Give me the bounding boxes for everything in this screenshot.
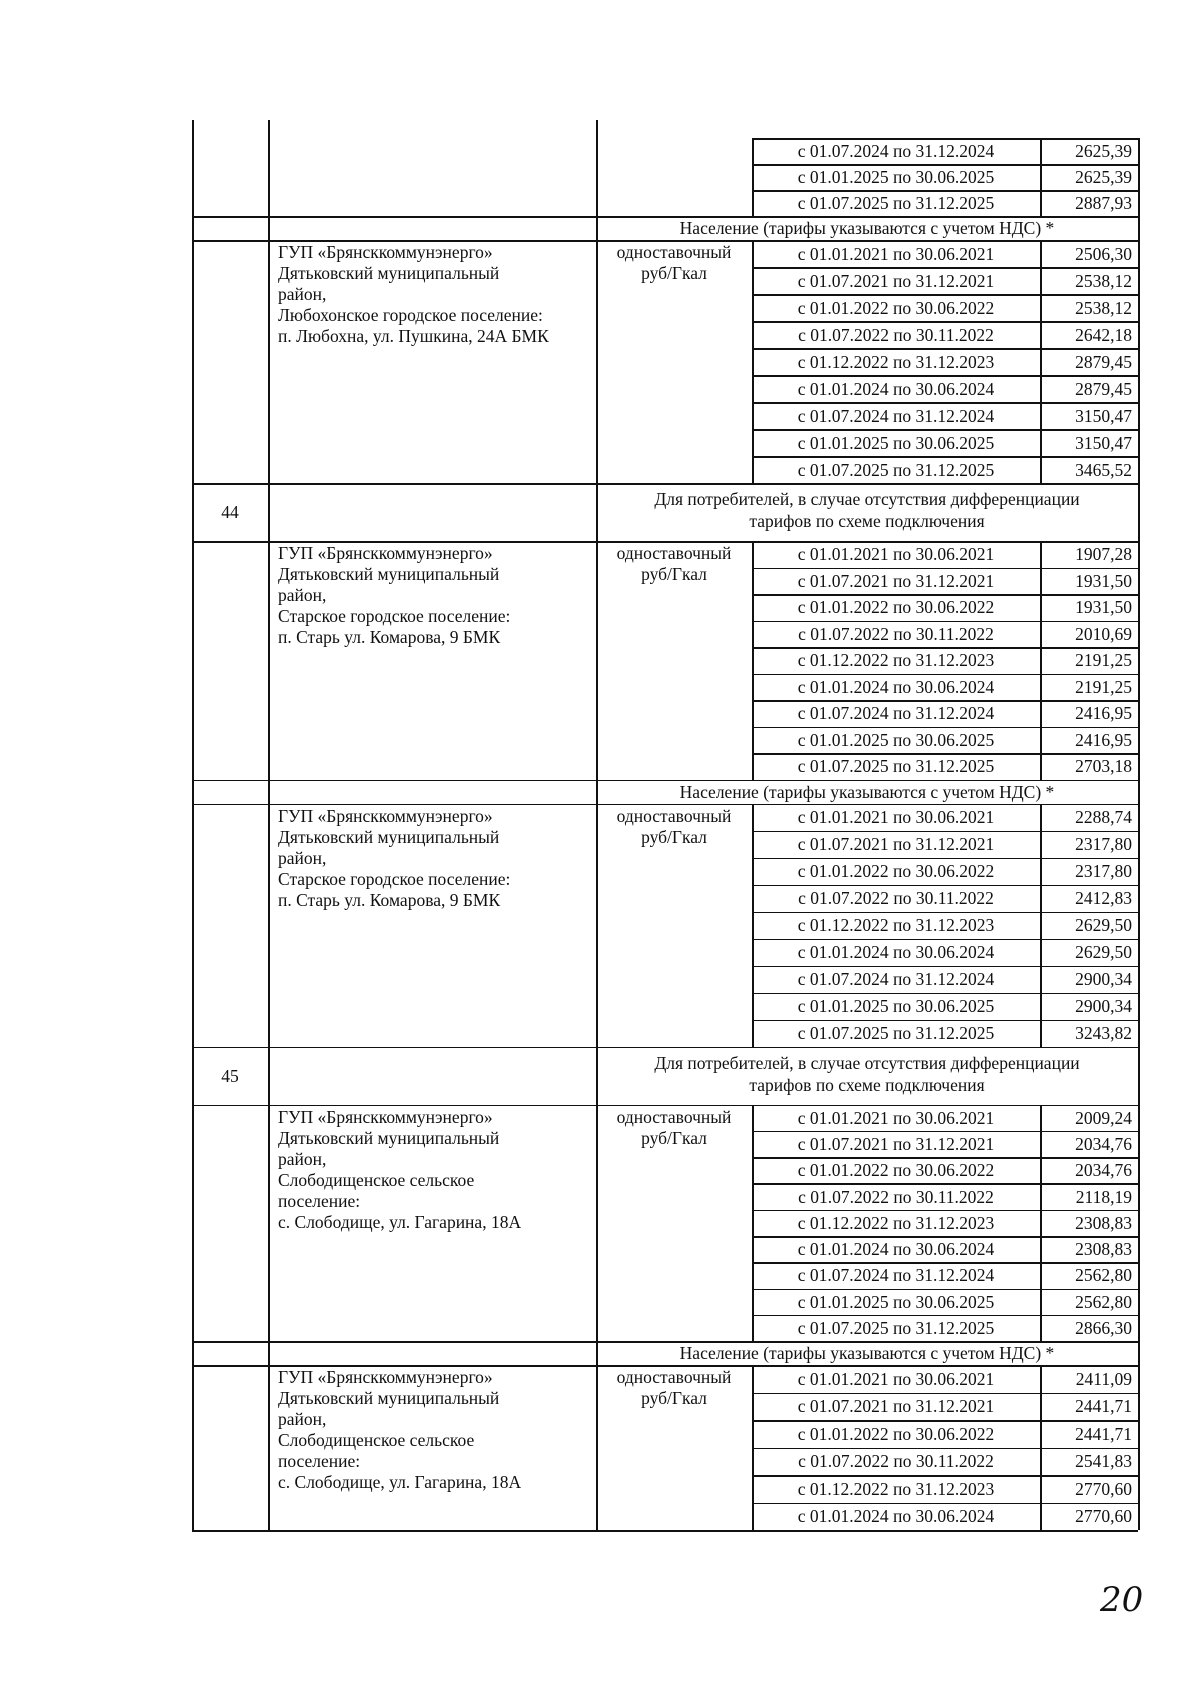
row-rule	[752, 727, 1138, 729]
period-cell: с 01.01.2022 по 30.06.2022	[797, 1423, 995, 1444]
tariff-value-cell: 1907,28	[1075, 544, 1132, 565]
row-rule	[752, 1475, 1138, 1477]
row-rule	[752, 753, 1138, 755]
tariff-value-cell: 2562,80	[1075, 1265, 1132, 1286]
section-heading: тарифов по схеме подключения	[749, 511, 985, 531]
tariff-value-cell: 2770,60	[1075, 1478, 1132, 1499]
row-rule	[752, 1131, 1138, 1133]
top-rule	[752, 138, 1138, 140]
period-cell: с 01.07.2021 по 31.12.2021	[797, 270, 995, 291]
column-rule	[268, 804, 270, 1047]
row-rule	[752, 456, 1138, 458]
organization-cell: ГУП «Брянсккоммунэнерго»	[278, 1367, 493, 1388]
column-rule	[192, 1105, 194, 1342]
period-cell: с 01.07.2024 по 31.12.2024	[797, 1265, 995, 1286]
organization-cell: поселение:	[278, 1190, 361, 1211]
tariff-value-cell: 2441,71	[1075, 1396, 1132, 1417]
tariff-value-cell: 2034,76	[1075, 1160, 1132, 1181]
organization-cell: Слободищенское сельское	[278, 1169, 475, 1190]
period-cell: с 01.12.2022 по 31.12.2023	[797, 1478, 995, 1499]
tariff-value-cell: 2191,25	[1075, 676, 1132, 697]
tariff-value-cell: 2866,30	[1075, 1318, 1132, 1339]
period-cell: с 01.01.2024 по 30.06.2024	[797, 378, 995, 399]
column-rule	[1138, 483, 1140, 541]
organization-cell: Слободищенское сельское	[278, 1430, 475, 1451]
period-cell: с 01.01.2021 по 30.06.2021	[797, 544, 995, 565]
row-rule	[752, 267, 1138, 269]
organization-cell: ГУП «Брянсккоммунэнерго»	[278, 805, 493, 826]
tariff-value-cell: 2308,83	[1075, 1212, 1132, 1233]
organization-cell: район,	[278, 585, 327, 605]
period-cell: с 01.01.2021 по 30.06.2021	[797, 1107, 995, 1128]
tariff-value-cell: 2118,19	[1075, 1186, 1132, 1207]
tariff-value-cell: 2900,34	[1075, 996, 1132, 1016]
rate-type-cell: одноставочный	[616, 242, 732, 262]
tariff-value-cell: 2416,95	[1075, 703, 1132, 724]
section-heading: Для потребителей, в случае отсутствия дифференциации	[654, 1052, 1080, 1073]
period-cell: с 01.07.2024 по 31.12.2024	[797, 703, 995, 724]
organization-cell: район,	[278, 284, 327, 304]
row-rule	[192, 483, 1138, 485]
tariff-value-cell: 2010,69	[1075, 623, 1132, 644]
period-cell: с 01.07.2025 по 31.12.2025	[797, 459, 995, 480]
tariff-value-cell: 2191,25	[1075, 650, 1132, 671]
period-cell: с 01.01.2022 по 30.06.2022	[797, 597, 995, 618]
column-rule	[1040, 138, 1042, 216]
tariff-value-cell: 1931,50	[1075, 597, 1132, 618]
tariff-value-cell: 2625,39	[1075, 141, 1132, 161]
tariff-value-cell: 2317,80	[1075, 834, 1132, 854]
tariff-value-cell: 2879,45	[1075, 378, 1132, 399]
tariff-value-cell: 2625,39	[1075, 167, 1132, 187]
period-cell: с 01.01.2024 по 30.06.2024	[797, 1239, 995, 1260]
organization-cell: поселение:	[278, 1451, 361, 1472]
period-cell: с 01.07.2022 по 30.11.2022	[798, 623, 994, 644]
period-cell: с 01.12.2022 по 31.12.2023	[797, 1212, 995, 1233]
column-rule	[192, 1365, 194, 1530]
period-cell: с 01.07.2025 по 31.12.2025	[797, 1318, 995, 1339]
tariff-value-cell: 2879,45	[1075, 351, 1132, 372]
period-cell: с 01.07.2021 по 31.12.2021	[797, 570, 995, 591]
period-cell: с 01.01.2024 по 30.06.2024	[797, 1506, 995, 1527]
tariff-value-cell: 2034,76	[1075, 1133, 1132, 1154]
period-cell: с 01.01.2022 по 30.06.2022	[797, 861, 995, 881]
tariff-value-cell: 2562,80	[1075, 1291, 1132, 1312]
column-rule	[1138, 138, 1140, 216]
row-rule	[752, 939, 1138, 941]
rate-type-cell: руб/Гкал	[641, 564, 707, 584]
period-cell: с 01.07.2021 по 31.12.2021	[797, 1396, 995, 1417]
period-cell: с 01.01.2024 по 30.06.2024	[797, 942, 995, 962]
period-cell: с 01.07.2022 по 30.11.2022	[798, 888, 994, 908]
period-cell: с 01.07.2022 по 30.11.2022	[798, 324, 994, 345]
column-rule	[1138, 780, 1140, 804]
row-rule	[752, 885, 1138, 887]
organization-cell: район,	[278, 847, 327, 868]
period-cell: с 01.01.2025 по 30.06.2025	[797, 167, 995, 187]
organization-cell: п. Любохна, ул. Пушкина, 24А БМК	[278, 326, 549, 346]
organization-cell: п. Старь ул. Комарова, 9 БМК	[278, 627, 501, 647]
column-rule	[268, 780, 270, 804]
row-rule	[752, 700, 1138, 702]
column-rule	[268, 240, 270, 483]
tariff-value-cell: 2541,83	[1075, 1451, 1132, 1472]
column-rule	[1138, 1047, 1140, 1105]
row-rule	[752, 621, 1138, 623]
row-rule	[752, 164, 1138, 166]
period-cell: с 01.01.2024 по 30.06.2024	[797, 676, 995, 697]
row-rule	[752, 993, 1138, 995]
section-heading: тарифов по схеме подключения	[749, 1074, 985, 1095]
organization-cell: Старское городское поселение:	[278, 606, 511, 626]
period-cell: с 01.07.2025 по 31.12.2025	[797, 193, 995, 213]
row-rule	[752, 1289, 1138, 1291]
row-rule	[752, 402, 1138, 404]
row-rule	[752, 1020, 1138, 1022]
row-rule	[752, 647, 1138, 649]
row-rule	[752, 912, 1138, 914]
row-rule	[752, 1157, 1138, 1159]
tariff-value-cell: 2629,50	[1075, 942, 1132, 962]
period-cell: с 01.01.2022 по 30.06.2022	[797, 297, 995, 318]
tariff-value-cell: 2629,50	[1075, 915, 1132, 935]
row-rule	[752, 858, 1138, 860]
organization-cell: Дятьковский муниципальный	[278, 1388, 500, 1409]
row-rule	[192, 1047, 1138, 1049]
tariff-value-cell: 2412,83	[1075, 888, 1132, 908]
rate-type-cell: одноставочный	[616, 805, 732, 826]
column-rule	[192, 780, 194, 804]
column-rule	[268, 216, 270, 240]
section-heading: Население (тарифы указываются с учетом НДС) *	[679, 1343, 1055, 1364]
row-rule	[752, 375, 1138, 377]
organization-cell: с. Слободище, ул. Гагарина, 18А	[278, 1211, 522, 1232]
tariff-value-cell: 3150,47	[1075, 405, 1132, 426]
row-rule	[752, 348, 1138, 350]
tariff-value-cell: 2900,34	[1075, 969, 1132, 989]
tariff-value-cell: 2009,24	[1075, 1107, 1132, 1128]
period-cell: с 01.07.2021 по 31.12.2021	[797, 1133, 995, 1154]
period-cell: с 01.07.2024 по 31.12.2024	[797, 405, 995, 426]
rate-type-cell: одноставочный	[616, 1106, 732, 1127]
period-cell: с 01.01.2021 по 30.06.2021	[797, 243, 995, 264]
organization-cell: Дятьковский муниципальный	[278, 826, 500, 847]
organization-cell: Старское городское поселение:	[278, 868, 511, 889]
column-rule	[192, 240, 194, 483]
organization-cell: п. Старь ул. Комарова, 9 БМК	[278, 889, 501, 910]
period-cell: с 01.01.2025 по 30.06.2025	[797, 432, 995, 453]
column-rule	[268, 1341, 270, 1365]
row-rule	[752, 429, 1138, 431]
tariff-value-cell: 3243,82	[1075, 1023, 1132, 1043]
row-rule	[752, 321, 1138, 323]
tariff-value-cell: 2703,18	[1075, 756, 1132, 777]
period-cell: с 01.01.2025 по 30.06.2025	[797, 996, 995, 1016]
row-rule	[752, 1315, 1138, 1317]
tariff-value-cell: 2441,71	[1075, 1423, 1132, 1444]
period-cell: с 01.12.2022 по 31.12.2023	[797, 915, 995, 935]
column-rule	[268, 541, 270, 780]
tariff-value-cell: 2642,18	[1075, 324, 1132, 345]
section-heading: Для потребителей, в случае отсутствия дифференциации	[654, 489, 1080, 509]
tariff-value-cell: 2506,30	[1075, 243, 1132, 264]
tariff-value-cell: 1931,50	[1075, 570, 1132, 591]
tariff-value-cell: 2288,74	[1075, 807, 1132, 827]
tariff-value-cell: 3150,47	[1075, 432, 1132, 453]
page-number: 20	[1100, 1580, 1144, 1620]
rate-type-cell: руб/Гкал	[641, 263, 707, 283]
period-cell: с 01.07.2024 по 31.12.2024	[797, 141, 995, 161]
column-rule	[268, 1105, 270, 1342]
row-rule	[752, 294, 1138, 296]
section-heading: Население (тарифы указываются с учетом НДС) *	[679, 218, 1055, 238]
tariff-value-cell: 2887,93	[1075, 193, 1132, 213]
row-rule	[752, 1420, 1138, 1422]
period-cell: с 01.07.2022 по 30.11.2022	[798, 1451, 994, 1472]
bottom-rule	[192, 1530, 1138, 1532]
column-rule	[268, 120, 270, 216]
organization-cell: Дятьковский муниципальный	[278, 564, 500, 584]
period-cell: с 01.01.2025 по 30.06.2025	[797, 729, 995, 750]
column-rule	[192, 216, 194, 240]
row-rule	[752, 966, 1138, 968]
period-cell: с 01.07.2025 по 31.12.2025	[797, 756, 995, 777]
column-rule	[192, 541, 194, 780]
rate-type-cell: руб/Гкал	[641, 1127, 707, 1148]
column-rule	[268, 483, 270, 541]
column-rule	[268, 1365, 270, 1530]
column-rule	[596, 120, 598, 216]
organization-cell: Любохонское городское поселение:	[278, 305, 543, 325]
tariff-value-cell: 2538,12	[1075, 297, 1132, 318]
column-rule	[1138, 541, 1140, 780]
period-cell: с 01.01.2021 по 30.06.2021	[797, 1368, 995, 1389]
row-rule	[752, 831, 1138, 833]
row-rule	[752, 1393, 1138, 1395]
row-rule	[752, 674, 1138, 676]
rate-type-cell: руб/Гкал	[641, 826, 707, 847]
tariff-value-cell: 2416,95	[1075, 729, 1132, 750]
item-number: 45	[221, 1065, 239, 1086]
item-number: 44	[221, 502, 239, 522]
row-rule	[752, 1262, 1138, 1264]
row-rule	[752, 1210, 1138, 1212]
period-cell: с 01.01.2025 по 30.06.2025	[797, 1291, 995, 1312]
column-rule	[1138, 216, 1140, 240]
period-cell: с 01.12.2022 по 31.12.2023	[797, 650, 995, 671]
organization-cell: Дятьковский муниципальный	[278, 1127, 500, 1148]
column-rule	[192, 1341, 194, 1365]
column-rule	[752, 138, 754, 216]
column-rule	[1138, 240, 1140, 483]
column-rule	[268, 1047, 270, 1105]
tariff-value-cell: 3465,52	[1075, 459, 1132, 480]
tariff-value-cell: 2538,12	[1075, 270, 1132, 291]
rate-type-cell: одноставочный	[616, 543, 732, 563]
period-cell: с 01.07.2022 по 30.11.2022	[798, 1186, 994, 1207]
section-heading: Население (тарифы указываются с учетом НДС) *	[679, 781, 1055, 802]
organization-cell: ГУП «Брянсккоммунэнерго»	[278, 242, 493, 262]
organization-cell: ГУП «Брянсккоммунэнерго»	[278, 543, 493, 563]
tariff-value-cell: 2770,60	[1075, 1506, 1132, 1527]
period-cell: с 01.07.2021 по 31.12.2021	[797, 834, 995, 854]
row-rule	[752, 190, 1138, 192]
row-rule	[752, 1236, 1138, 1238]
row-rule	[752, 568, 1138, 570]
rate-type-cell: одноставочный	[616, 1367, 732, 1388]
organization-cell: Дятьковский муниципальный	[278, 263, 500, 283]
column-rule	[1138, 1341, 1140, 1365]
row-rule	[752, 1503, 1138, 1505]
period-cell: с 01.01.2021 по 30.06.2021	[797, 807, 995, 827]
column-rule	[192, 804, 194, 1047]
organization-cell: район,	[278, 1148, 327, 1169]
column-rule	[192, 120, 194, 216]
tariff-value-cell: 2308,83	[1075, 1239, 1132, 1260]
tariff-value-cell: 2317,80	[1075, 861, 1132, 881]
period-cell: с 01.07.2025 по 31.12.2025	[797, 1023, 995, 1043]
tariff-value-cell: 2411,09	[1075, 1368, 1132, 1389]
row-rule	[752, 1448, 1138, 1450]
column-rule	[1138, 804, 1140, 1047]
period-cell: с 01.07.2024 по 31.12.2024	[797, 969, 995, 989]
organization-cell: ГУП «Брянсккоммунэнерго»	[278, 1106, 493, 1127]
row-rule	[752, 594, 1138, 596]
period-cell: с 01.12.2022 по 31.12.2023	[797, 351, 995, 372]
organization-cell: район,	[278, 1409, 327, 1430]
column-rule	[1138, 1365, 1140, 1530]
organization-cell: с. Слободище, ул. Гагарина, 18А	[278, 1472, 522, 1493]
column-rule	[1138, 1105, 1140, 1342]
rate-type-cell: руб/Гкал	[641, 1388, 707, 1409]
period-cell: с 01.01.2022 по 30.06.2022	[797, 1160, 995, 1181]
row-rule	[752, 1183, 1138, 1185]
